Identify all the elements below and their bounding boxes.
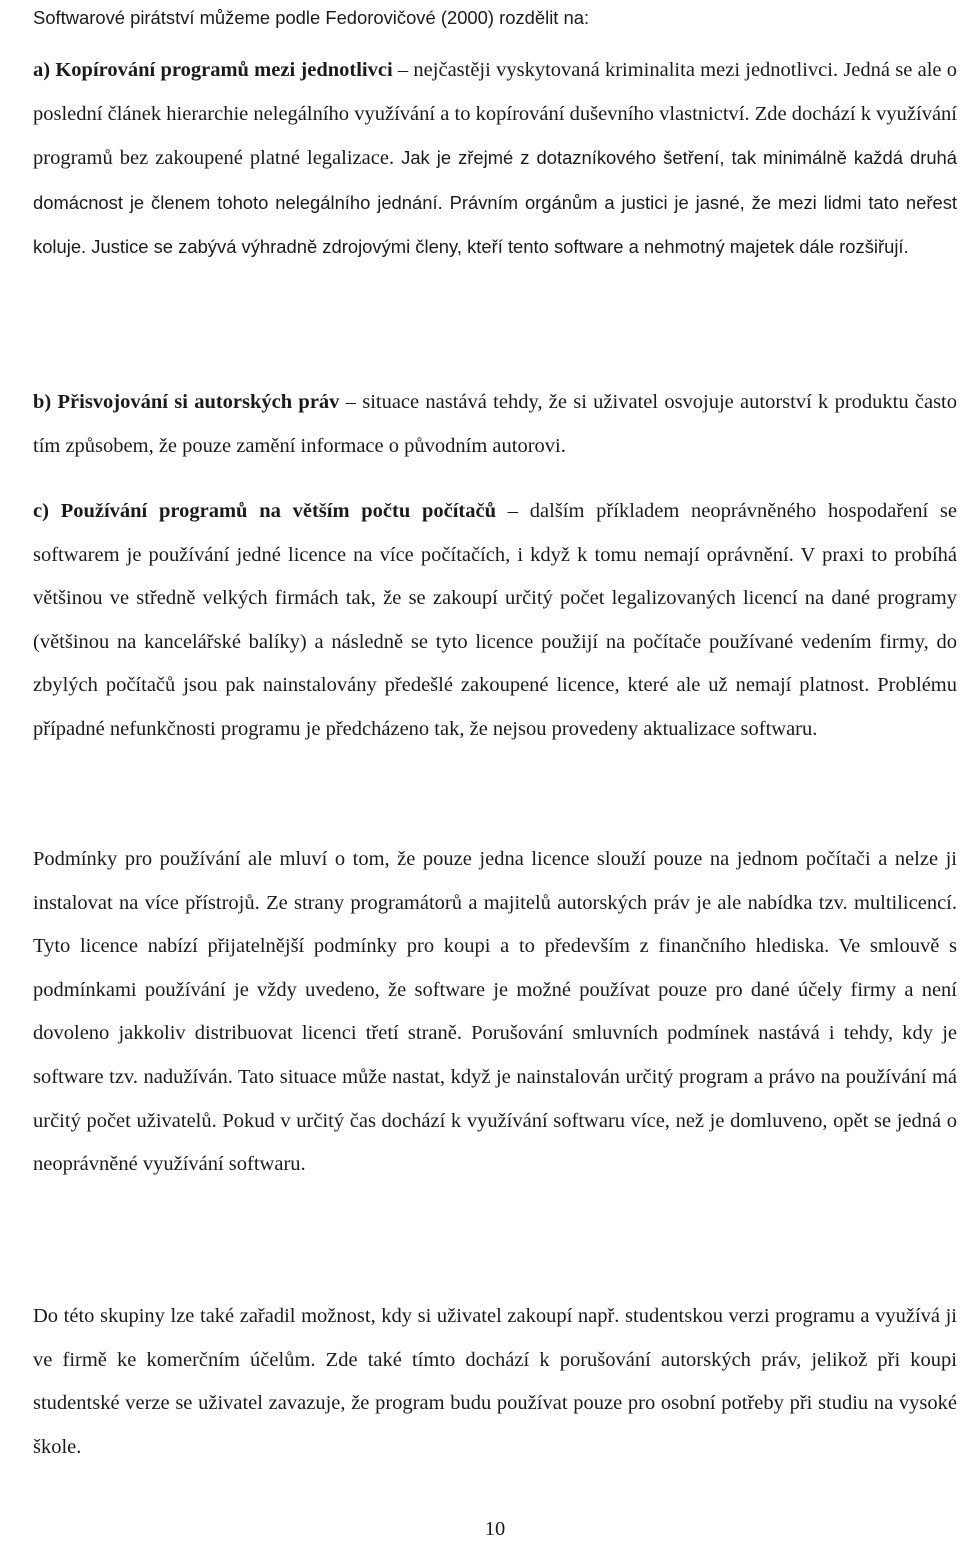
item-b-heading: Přisvojování si autorských práv — [57, 391, 340, 413]
document-page — [33, 0, 957, 1543]
item-c-label: c) — [33, 500, 49, 522]
item-a-dash: – — [392, 59, 414, 81]
item-b-text: situace nastává tehdy, že si uživatel osvojuje autorství k produktu často tím způsobem, že pouze zamění informace o původním autorovi. — [33, 391, 957, 457]
item-a-label: a) — [33, 59, 51, 81]
student-version-text: Do této skupiny lze také zařadil možnost, kdy si uživatel zakoupí např. studentskou verzi programu a využívá ji ve firmě ke komerčním účelům. Zde také tímto dochází k porušování autorských práv, jelikož při koupi studentské verze se uživatel zavazuje, že program budu používat pouze pro osobní potřeby při studiu na vysoké škole. — [33, 1305, 957, 1458]
item-a-text: nejčastěji vyskytovaná kriminalita mezi jednotlivci. Jedná se ale o poslední článek hierarchie nelegálního využívání a to kopírování duševního vlastnictví. Zde dochází k využívání programů bez zakoupené platné legalizace. — [33, 59, 957, 170]
item-b-dash: – — [339, 391, 363, 413]
item-c-dash: – — [496, 500, 530, 522]
multilicence-text: Podmínky pro používání ale mluví o tom, že pouze jedna licence slouží pouze na jednom počítači a nelze ji instalovat na více přístrojů. Ze strany programátorů a majitelů autorských práv je ale nabídka tzv. multilicencí. Tyto licence nabízí přijatelnější podmínky pro koupi a to především z finančního hlediska. Ve smlouvě s podmínkami používání je vždy uvedeno, že software je možné používat pouze pro dané účely firmy a není dovoleno jakkoliv distribuovat licenci třetí straně. Porušování smluvních podmínek nastává i tehdy, kdy je software tzv. nadužíván. Tato situace může nastat, když je nainstalován určitý program a právo na používání má určitý počet uživatelů. Pokud v určitý čas dochází k využívání softwaru více, než je domluveno, opět se jedná o neoprávněné využívání softwaru. — [33, 848, 957, 1176]
multilicence-paragraph — [33, 838, 957, 1187]
intro-text: Softwarové pirátství můžeme podle Fedorovičové (2000) rozdělit na: — [33, 7, 590, 28]
item-c-heading: Používání programů na větším počtu počítačů — [60, 500, 497, 522]
item-a-paragraph — [33, 49, 957, 270]
item-a-survey-text: Jak je zřejmé z dotazníkového šetření, tak minimálně každá druhá domácnost je členem tohoto nelegálního jednání. Právním orgánům a justici je jasné, že mezi lidmi tato neřest koluje. Justice se zabývá výhradně zdrojovými členy, kteří tento software a nehmotný majetek dále rozšiřují. — [33, 147, 958, 258]
item-c-text: dalším příkladem neoprávněného hospodaření se softwarem je používání jedné licence na více počítačích, i když k tomu nemají oprávnění. V praxi to probíhá většinou ve středně velkých firmách tak, že se zakoupí určitý počet legalizovaných licencí na dané programy (většinou na kancelářské balíky) a následně se tyto licence použijí na počítače používané vedením firmy, do zbylých počítačů jsou pak nainstalovány předešlé zakoupené licence, které ale už nemají platnost. Problému případné nefunkčnosti programu je předcházeno tak, že nejsou provedeny aktualizace softwaru. — [33, 500, 958, 740]
intro-sentence — [33, 3, 589, 33]
student-version-paragraph — [33, 1295, 957, 1469]
item-b-label: b) — [33, 391, 52, 413]
item-c-paragraph — [33, 490, 957, 752]
item-a-heading: Kopírování programů mezi jednotlivci — [55, 59, 393, 81]
item-b-paragraph — [33, 381, 957, 468]
page-number: 10 — [484, 1518, 506, 1540]
